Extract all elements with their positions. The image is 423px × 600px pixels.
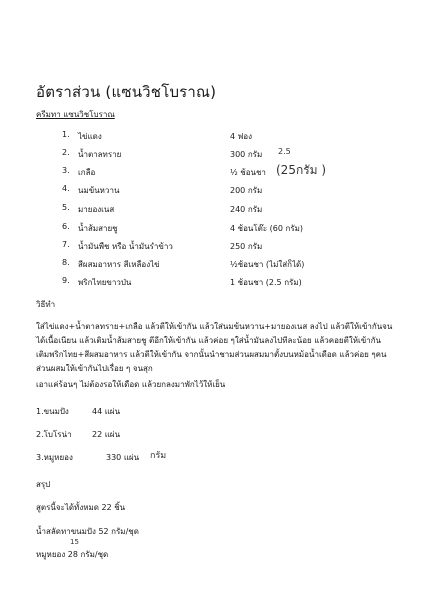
ingredient-amount: ½ช้อนชา (ไม่ใส่ก็ได้) [230, 260, 305, 269]
ingredient-amount: ½ ช้อนชา [230, 168, 266, 177]
handwritten-note: 15 [70, 538, 79, 546]
item-number: 8. [62, 258, 70, 267]
summary-heading: สรุป [36, 480, 51, 489]
ingredient-amount: 4 ฟอง [230, 132, 253, 141]
item-number: 3. [62, 166, 70, 175]
method-heading: วิธีทำ [36, 300, 56, 309]
item-number: 4. [62, 184, 70, 193]
handwritten-note: 2.5 [278, 147, 291, 156]
item-value: 44 แผ่น [92, 407, 121, 416]
item-number: 2. [62, 148, 70, 157]
ingredient-name: นมข้นหวาน [78, 186, 120, 195]
section-subtitle: ครีมทา แซนวิชโบราณ [36, 110, 115, 119]
item-number: 1. [62, 130, 70, 139]
ingredient-amount: 240 กรัม [230, 205, 263, 214]
item-value: 330 แผ่น [106, 453, 140, 462]
ingredient-amount: 300 กรัม [230, 150, 263, 159]
ingredient-name: น้ำส้มสายชู [78, 224, 118, 233]
item-label: 2.โบโรน่า [36, 430, 72, 439]
ingredient-amount: 250 กรัม [230, 242, 263, 251]
item-label: 1.ขนมปัง [36, 407, 69, 416]
ingredient-name: เกลือ [78, 168, 96, 177]
ingredient-name: น้ำมันพืช หรือ น้ำมันรำข้าว [78, 242, 173, 251]
ingredient-name: น้ำตาลทราย [78, 150, 122, 159]
page-title: อัตราส่วน (แซนวิชโบราณ) [36, 83, 217, 101]
item-value: 22 แผ่น [92, 430, 121, 439]
ingredient-amount: 1 ช้อนชา (2.5 กรัม) [230, 278, 302, 287]
item-number: 9. [62, 276, 70, 285]
ingredient-name: สีผสมอาหาร สีเหลืองไข่ [78, 260, 160, 269]
ingredient-amount: 4 ช้อนโต๊ะ (60 กรัม) [230, 224, 304, 233]
item-label: 3.หมูหยอง [36, 453, 73, 462]
note-line: เอาแค่ร้อนๆ ไม่ต้องรอให้เดือด แล้วยกลงมาพักไว้ให้เย็น [36, 380, 226, 389]
ingredient-name: พริกไทยขาวป่น [78, 278, 132, 287]
ingredient-name: ไข่แดง [78, 132, 102, 141]
handwritten-note: (25กรัม ) [276, 163, 327, 177]
summary-line: สูตรนี้จะได้ทั้งหมด 22 ชิ้น [36, 503, 126, 512]
item-number: 5. [62, 203, 70, 212]
item-number: 6. [62, 222, 70, 231]
item-number: 7. [62, 240, 70, 249]
ingredient-name: มายองเนส [78, 205, 115, 214]
summary-line: หมูหยอง 28 กรัม/ชุด [36, 550, 109, 559]
summary-line: น้ำสลัดทาขนมปัง 52 กรัม/ชุด [36, 527, 139, 536]
method-paragraph: ใส่ไข่แดง+น้ำตาลทราย+เกลือ แล้วตีให้เข้ากัน แล้วใส่นมข้นหวาน+มายองเนส ลงไป แล้วตีให้เข้ากันจนได้เนื้อเนียน แล้วเติมน้ำส้มสายชู ตีอีกให้เข้ากัน แล้วค่อย ๆใส่น้ำมันลงไปทีละน้อย แล้วคอยตีให้เข้ากัน เติมพริกไทย+สีผสมอาหาร แล้วตีให้เข้ากัน จากนั้นนำชามส่วนผสมมาตั้งบนหม้อน้ำเดือด แล้วค่อย ๆคนส่วนผสมให้เข้ากันไปเรื่อย ๆ จนสุก [36, 322, 393, 373]
ingredient-amount: 200 กรัม [230, 186, 263, 195]
handwritten-note: กรัม [150, 451, 167, 461]
